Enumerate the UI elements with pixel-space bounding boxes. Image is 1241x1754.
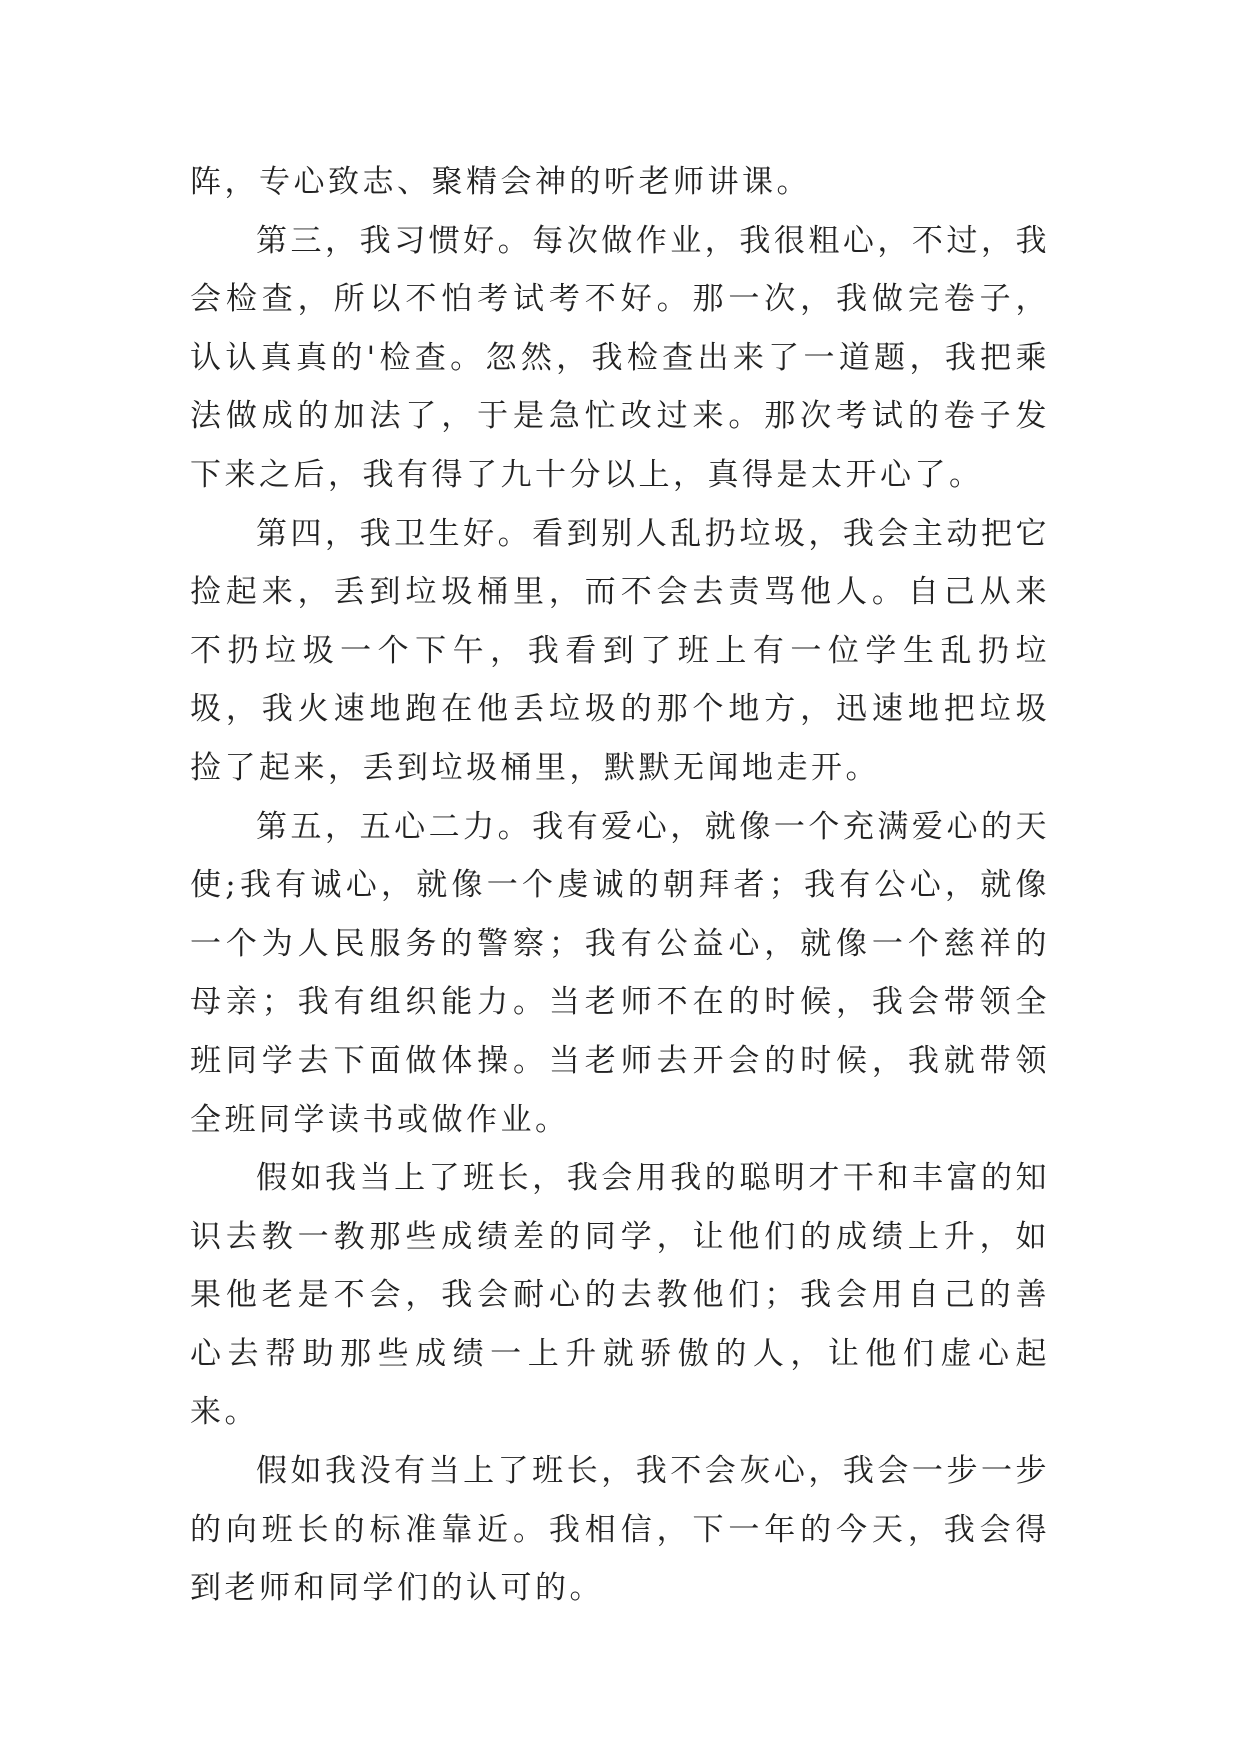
paragraph-hygiene: 第四，我卫生好。看到别人乱扔垃圾，我会主动把它捡起来，丢到垃圾桶里，而不会去责骂他人。自己从来不扔垃圾一个下午，我看到了班上有一位学生乱扔垃圾，我火速地跑在他丢垃圾的那个地方，迅速地把垃圾捡了起来，丢到垃圾桶里，默默无闻地走开。 (190, 515, 1050, 786)
paragraph-if-not-elected: 假如我没有当上了班长，我不会灰心，我会一步一步的向班长的标准靠近。我相信，下一年的今天，我会得到老师和同学们的认可的。 (190, 1453, 1050, 1607)
document-body (190, 153, 1050, 1618)
paragraph-habits: 第三，我习惯好。每次做作业，我很粗心，不过，我会检查，所以不怕考试考不好。那一次，我做完卷子，认认真真的'检查。忽然，我检查出来了一道题，我把乘法做成的加法了，于是急忙改过来。那次考试的卷子发下来之后，我有得了九十分以上，真得是太开心了。 (190, 222, 1050, 493)
paragraph-five-hearts-two-abilities: 第五，五心二力。我有爱心，就像一个充满爱心的天使;我有诚心，就像一个虔诚的朝拜者；我有公心，就像一个为人民服务的警察；我有公益心，就像一个慈祥的母亲；我有组织能力。当老师不在的时候，我会带领全班同学去下面做体操。当老师去开会的时候，我就带领全班同学读书或做作业。 (190, 808, 1050, 1138)
paragraph-continuation: 阵，专心致志、聚精会神的听老师讲课。 (190, 164, 811, 200)
paragraph-if-elected: 假如我当上了班长，我会用我的聪明才干和丰富的知识去教一教那些成绩差的同学，让他们的成绩上升，如果他老是不会，我会耐心的去教他们；我会用自己的善心去帮助那些成绩一上升就骄傲的人，让他们虚心起来。 (190, 1160, 1050, 1431)
